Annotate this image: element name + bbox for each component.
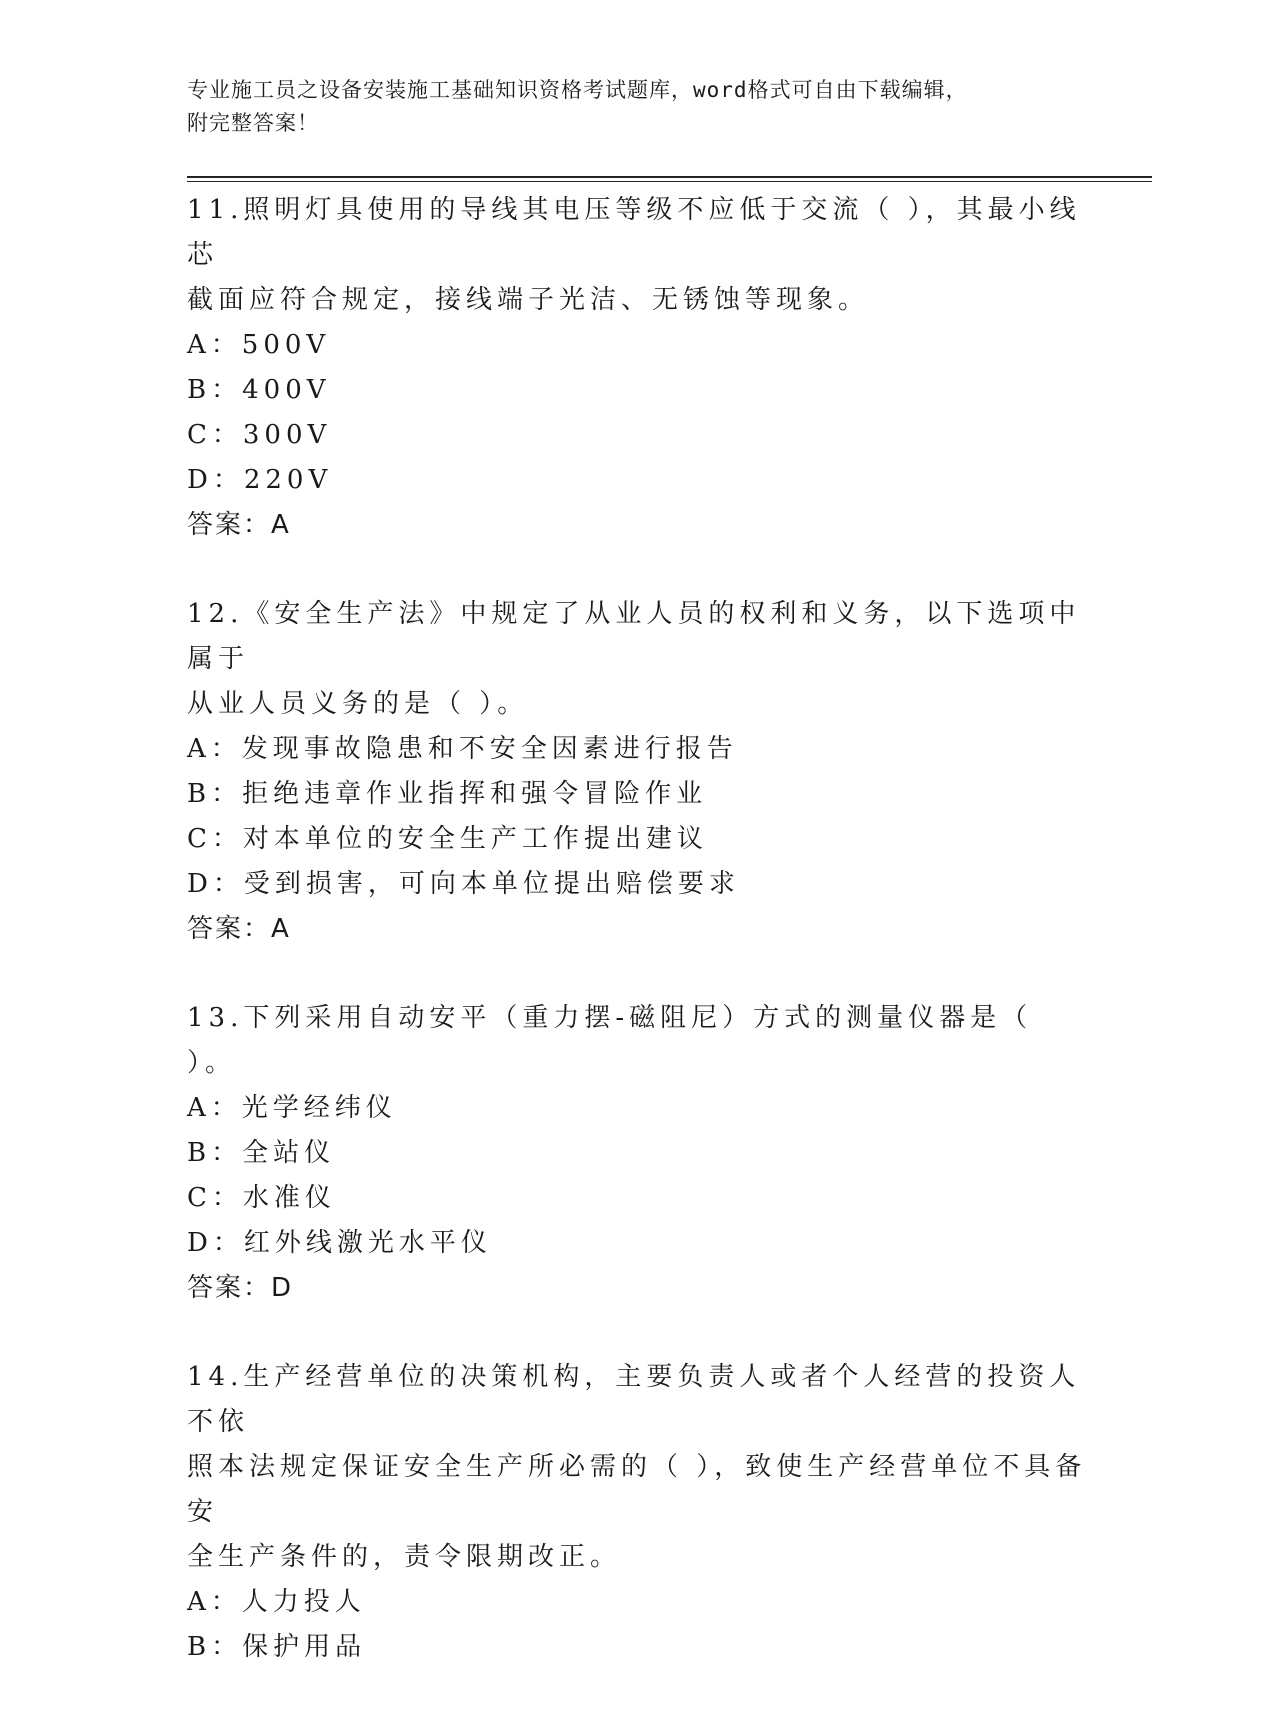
option-a: A：发现事故隐患和不安全因素进行报告 [187,734,738,764]
question-text-line: 13.下列采用自动安平（重力摆-磁阻尼）方式的测量仪器是（ ）。 [187,1003,1033,1078]
document-header [187,74,1067,140]
header-divider-thin [187,181,1152,182]
question-list [187,188,1087,1714]
header-line-1: 专业施工员之设备安装施工基础知识资格考试题库，word格式可自由下载编辑， [187,78,968,102]
answer: 答案：A [187,510,291,540]
question-text-line: 从业人员义务的是（ ）。 [187,689,529,719]
question-14 [187,1355,1087,1670]
option-c: C：300V [187,420,332,450]
question-11 [187,188,1087,548]
option-d: D：220V [187,465,333,495]
question-text-line: 14.生产经营单位的决策机构，主要负责人或者个人经营的投资人不依 [187,1362,1081,1437]
question-12 [187,592,1087,952]
option-d: D：红外线激光水平仪 [187,1228,492,1258]
option-c: C：对本单位的安全生产工作提出建议 [187,824,708,854]
header-divider-thick [187,176,1152,178]
option-d: D：受到损害，可向本单位提出赔偿要求 [187,869,740,899]
question-13 [187,996,1087,1311]
answer: 答案：D [187,1273,294,1303]
answer: 答案：A [187,914,291,944]
header-line-2: 附完整答案！ [187,111,319,135]
question-text-line: 截面应符合规定，接线端子光洁、无锈蚀等现象。 [187,285,870,315]
question-text-line: 11.照明灯具使用的导线其电压等级不应低于交流（ ），其最小线芯 [187,195,1081,270]
question-text-line: 照本法规定保证安全生产所必需的（ ），致使生产经营单位不具备安 [187,1452,1087,1527]
option-b: B：全站仪 [187,1138,336,1168]
option-b: B：保护用品 [187,1632,367,1662]
option-b: B：400V [187,375,331,405]
option-a: A：光学经纬仪 [187,1093,397,1123]
question-text-line: 12.《安全生产法》中规定了从业人员的权利和义务，以下选项中属于 [187,599,1081,674]
option-b: B：拒绝违章作业指挥和强令冒险作业 [187,779,708,809]
option-c: C：水准仪 [187,1183,336,1213]
option-a: A：人力投人 [187,1587,366,1617]
question-text-line: 全生产条件的，责令限期改正。 [187,1542,622,1572]
option-a: A：500V [187,330,331,360]
